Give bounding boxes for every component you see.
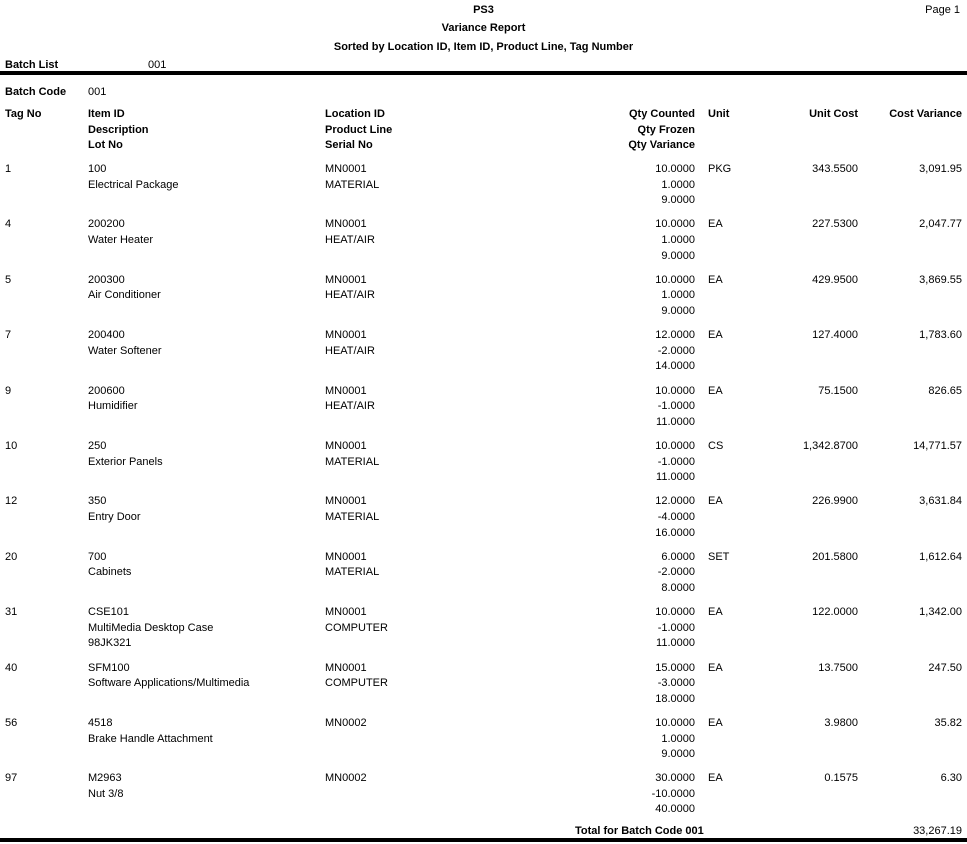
item-id: 100 [88, 163, 107, 175]
location-id: MN0002 [325, 772, 367, 785]
qty-counted: 10.0000 [655, 439, 695, 452]
qty-cell [555, 771, 695, 818]
item-cell [88, 494, 141, 525]
tag-no-cell: 20 [5, 550, 18, 563]
unit-cost-cell: 3.9800 [824, 716, 858, 729]
unit-cost-cell: 227.5300 [812, 218, 858, 231]
item-id: M2963 [88, 772, 122, 785]
column-header-product-line: Product Line [325, 123, 393, 136]
qty-counted: 10.0000 [655, 218, 695, 231]
item-description: Air Conditioner [88, 289, 161, 302]
unit-cell: EA [708, 273, 723, 286]
qty-variance: 16.0000 [655, 526, 695, 539]
location-cell [325, 328, 375, 359]
product-line: MATERIAL [325, 566, 380, 579]
column-header-description: Description [88, 123, 149, 136]
table-row [0, 439, 967, 494]
product-line: HEAT/AIR [325, 400, 375, 413]
cost-variance-cell: 247.50 [928, 661, 962, 674]
qty-frozen: -10.0000 [651, 787, 695, 800]
item-description: Software Applications/Multimedia [88, 677, 250, 690]
qty-counted: 10.0000 [655, 384, 695, 397]
location-id: MN0001 [325, 661, 367, 674]
table-row [0, 771, 967, 826]
location-id: MN0001 [325, 329, 367, 342]
item-id: 700 [88, 550, 107, 563]
qty-counted: 10.0000 [655, 716, 695, 729]
location-cell [325, 605, 388, 636]
unit-cost-cell: 343.5500 [812, 163, 858, 175]
column-header-lot-no: Lot No [88, 139, 123, 152]
item-description: Entry Door [88, 510, 141, 523]
location-id: MN0001 [325, 606, 367, 619]
qty-cell [555, 328, 695, 375]
product-line: MATERIAL [325, 455, 380, 468]
tag-no-cell: 1 [5, 163, 12, 175]
qty-cell [555, 716, 695, 763]
cost-variance-cell: 14,771.57 [913, 439, 962, 452]
cost-variance-cell: 1,342.00 [919, 606, 962, 619]
column-header-qty-frozen: Qty Frozen [637, 123, 695, 136]
location-id: MN0001 [325, 273, 367, 286]
tag-no-cell: 31 [5, 606, 18, 619]
qty-counted: 6.0000 [661, 550, 695, 563]
batch-code-label: Batch Code [5, 86, 67, 98]
unit-cost-cell: 75.1500 [818, 384, 858, 397]
column-header-unit: Unit [708, 108, 730, 120]
unit-cell: EA [708, 495, 723, 508]
qty-cell [555, 384, 695, 431]
item-description: Water Heater [88, 233, 154, 246]
unit-cell: EA [708, 384, 723, 397]
item-cell [88, 217, 153, 248]
item-cell [88, 162, 179, 193]
qty-counted: 12.0000 [655, 329, 695, 342]
unit-cell: EA [708, 606, 723, 619]
unit-cell: SET [708, 550, 730, 563]
unit-cost-cell: 127.4000 [812, 329, 858, 342]
product-line: MATERIAL [325, 178, 380, 191]
item-cell [88, 273, 161, 304]
cost-variance-cell: 3,091.95 [919, 163, 962, 175]
qty-frozen: 1.0000 [661, 233, 695, 246]
tag-no-cell: 12 [5, 495, 18, 508]
item-description: MultiMedia Desktop Case [88, 621, 214, 634]
table-row [0, 605, 967, 660]
product-line: HEAT/AIR [325, 289, 375, 302]
column-header-qty-counted: Qty Counted [629, 108, 695, 120]
qty-frozen: 1.0000 [661, 289, 695, 302]
location-cell [325, 217, 375, 248]
qty-variance: 8.0000 [661, 581, 695, 594]
location-cell [325, 716, 367, 732]
qty-frozen: -1.0000 [657, 455, 695, 468]
item-id: 4518 [88, 716, 113, 729]
tag-no-cell: 97 [5, 772, 18, 785]
column-header-location [325, 107, 392, 154]
cost-variance-cell: 1,783.60 [919, 329, 962, 342]
item-id: 200200 [88, 218, 125, 231]
report-subtitle: Variance Report [441, 22, 526, 34]
batch-code-row [0, 85, 967, 101]
product-line: HEAT/AIR [325, 233, 375, 246]
unit-cell: EA [708, 716, 723, 729]
qty-variance: 9.0000 [661, 304, 695, 317]
column-header-location-id: Location ID [325, 108, 385, 120]
table-row [0, 162, 967, 217]
qty-frozen: -3.0000 [657, 677, 695, 690]
location-id: MN0002 [325, 716, 367, 729]
item-id: 200400 [88, 329, 125, 342]
location-id: MN0001 [325, 439, 367, 452]
batch-list-label: Batch List [5, 59, 59, 71]
column-headers [0, 107, 967, 154]
location-cell [325, 162, 379, 193]
cost-variance-cell: 1,612.64 [919, 550, 962, 563]
report-end-rule [0, 838, 967, 842]
qty-frozen: -2.0000 [657, 344, 695, 357]
qty-frozen: -1.0000 [657, 621, 695, 634]
unit-cost-cell: 0.1575 [824, 772, 858, 785]
unit-cell: PKG [708, 163, 732, 175]
item-cell [88, 328, 162, 359]
cost-variance-cell: 3,631.84 [919, 495, 962, 508]
tag-no-cell: 10 [5, 439, 18, 452]
item-description: Humidifier [88, 400, 138, 413]
table-row [0, 550, 967, 605]
qty-cell [555, 605, 695, 652]
batch-code-value: 001 [88, 86, 107, 98]
page-number: Page 1 [925, 4, 960, 16]
item-id: 350 [88, 495, 107, 508]
product-line: COMPUTER [325, 677, 388, 690]
item-cell [88, 550, 131, 581]
item-id: 250 [88, 439, 107, 452]
location-cell [325, 550, 379, 581]
cost-variance-cell: 35.82 [934, 716, 962, 729]
item-cell [88, 661, 249, 692]
qty-cell [555, 162, 695, 209]
cost-variance-cell: 2,047.77 [919, 218, 962, 231]
item-id: CSE101 [88, 606, 129, 619]
qty-counted: 12.0000 [655, 495, 695, 508]
qty-cell [555, 273, 695, 320]
tag-no-cell: 7 [5, 329, 12, 342]
qty-variance: 11.0000 [656, 637, 695, 650]
location-cell [325, 439, 379, 470]
tag-no-cell: 4 [5, 218, 12, 231]
qty-counted: 10.0000 [655, 273, 695, 286]
item-cell [88, 439, 163, 470]
item-lot-no: 98JK321 [88, 637, 132, 650]
product-line: COMPUTER [325, 621, 388, 634]
item-id: 200600 [88, 384, 125, 397]
table-row [0, 217, 967, 272]
cost-variance-cell: 3,869.55 [919, 273, 962, 286]
product-line: MATERIAL [325, 510, 380, 523]
location-cell [325, 494, 379, 525]
cost-variance-cell: 6.30 [940, 772, 962, 785]
location-id: MN0001 [325, 218, 367, 231]
qty-counted: 30.0000 [655, 772, 695, 785]
table-row [0, 384, 967, 439]
unit-cost-cell: 201.5800 [812, 550, 858, 563]
qty-variance: 18.0000 [655, 692, 695, 705]
item-id: SFM100 [88, 661, 130, 674]
table-row [0, 328, 967, 383]
qty-frozen: -2.0000 [657, 566, 695, 579]
qty-frozen: -1.0000 [657, 400, 695, 413]
item-description: Brake Handle Attachment [88, 732, 213, 745]
qty-cell [555, 217, 695, 264]
location-cell [325, 384, 375, 415]
column-header-item [88, 107, 149, 154]
tag-no-cell: 9 [5, 384, 12, 397]
qty-variance: 14.0000 [655, 360, 695, 373]
unit-cost-cell: 122.0000 [812, 606, 858, 619]
tag-no-cell: 5 [5, 273, 12, 286]
qty-cell [555, 494, 695, 541]
qty-frozen: -4.0000 [657, 510, 695, 523]
item-description: Water Softener [88, 344, 162, 357]
batch-list-value: 001 [148, 59, 167, 71]
item-cell [88, 716, 213, 747]
unit-cell: EA [708, 661, 723, 674]
table-row [0, 661, 967, 716]
location-cell [325, 661, 388, 692]
unit-cost-cell: 1,342.8700 [802, 439, 858, 452]
column-header-qty-variance: Qty Variance [628, 139, 695, 152]
qty-counted: 10.0000 [655, 163, 695, 175]
column-header-unit-cost: Unit Cost [809, 108, 858, 120]
qty-variance: 11.0000 [656, 471, 695, 484]
unit-cell: EA [708, 772, 723, 785]
qty-counted: 15.0000 [655, 661, 695, 674]
qty-cell [555, 439, 695, 486]
report-sort-description: Sorted by Location ID, Item ID, Product Line, Tag Number [333, 41, 634, 53]
table-row [0, 716, 967, 771]
qty-cell [555, 550, 695, 597]
table-row [0, 273, 967, 328]
qty-variance: 9.0000 [661, 194, 695, 207]
qty-variance: 40.0000 [655, 803, 695, 816]
qty-variance: 11.0000 [656, 415, 695, 428]
product-line: HEAT/AIR [325, 344, 375, 357]
qty-frozen: 1.0000 [661, 178, 695, 191]
column-header-cost-variance: Cost Variance [889, 108, 962, 120]
column-header-qty [555, 107, 695, 154]
location-id: MN0001 [325, 495, 367, 508]
qty-variance: 9.0000 [661, 748, 695, 761]
qty-counted: 10.0000 [655, 606, 695, 619]
location-id: MN0001 [325, 384, 367, 397]
item-description: Nut 3/8 [88, 787, 124, 800]
batch-total-value: 33,267.19 [913, 825, 962, 837]
table-row [0, 494, 967, 549]
item-cell [88, 384, 138, 415]
column-header-serial-no: Serial No [325, 139, 373, 152]
qty-cell [555, 661, 695, 708]
location-id: MN0001 [325, 163, 367, 175]
location-id: MN0001 [325, 550, 367, 563]
item-id: 200300 [88, 273, 125, 286]
unit-cost-cell: 429.9500 [812, 273, 858, 286]
unit-cell: EA [708, 329, 723, 342]
item-description: Electrical Package [88, 178, 179, 191]
item-description: Exterior Panels [88, 455, 163, 468]
qty-frozen: 1.0000 [661, 732, 695, 745]
header-divider-rule [0, 71, 967, 75]
report-title: PS3 [473, 4, 494, 16]
tag-no-cell: 56 [5, 716, 18, 729]
unit-cost-cell: 13.7500 [818, 661, 858, 674]
qty-variance: 9.0000 [661, 249, 695, 262]
location-cell [325, 273, 375, 304]
unit-cell: EA [708, 218, 723, 231]
report-rows [0, 162, 967, 827]
unit-cost-cell: 226.9900 [812, 495, 858, 508]
cost-variance-cell: 826.65 [928, 384, 962, 397]
item-cell [88, 605, 213, 652]
item-cell [88, 771, 123, 802]
location-cell [325, 771, 367, 787]
batch-total-label: Total for Batch Code 001 [575, 825, 704, 837]
item-description: Cabinets [88, 566, 132, 579]
column-header-item-id: Item ID [88, 108, 125, 120]
unit-cell: CS [708, 439, 724, 452]
tag-no-cell: 40 [5, 661, 18, 674]
column-header-tag-no: Tag No [5, 108, 42, 120]
